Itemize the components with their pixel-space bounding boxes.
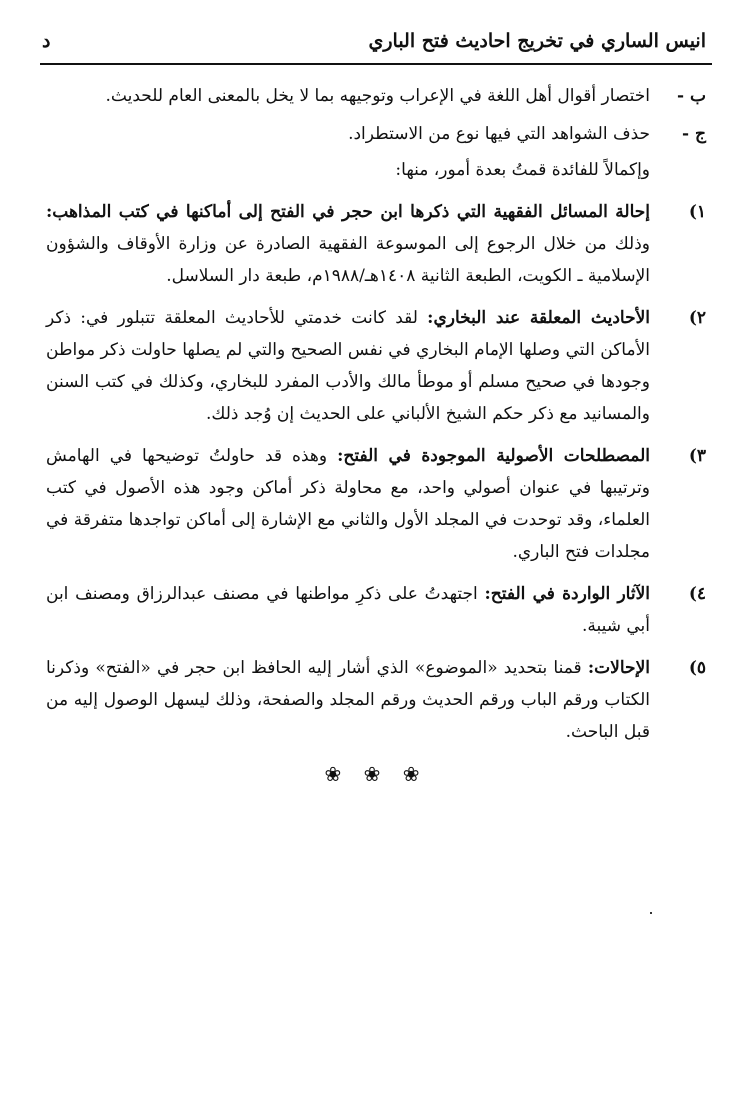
stray-dot xyxy=(650,912,652,914)
item-text: وهذه قد حاولتُ توضيحها في الهامش وترتيبها في عنوان أصولي واحد، مع محاولة ذكر أماكن وجود هذه الأصول في كتب العلماء، وقد توحدت في المجلد الأول والثاني مع الإشارة إلى أماكن تواجدها متفرقة في مجلدات فتح الباري. xyxy=(46,446,650,562)
completion-text: وإكمالاً للفائدة قمتُ بعدة أمور، منها: xyxy=(395,160,650,180)
running-header xyxy=(42,30,706,60)
page-number: د xyxy=(42,30,51,52)
item-number: ٣) xyxy=(688,446,706,466)
item-title: الإحالات: xyxy=(587,658,650,678)
item-text: قمنا بتحديد «الموضوع» الذي أشار إليه الحافظ ابن حجر في «الفتح» وذكرنا الكتاب ورقم الباب ورقم الحديث ورقم المجلد والصفحة، وذلك ليسهل الوصول إليه من قبل الباحث. xyxy=(46,658,650,742)
numbered-item xyxy=(46,196,706,292)
item-title: الأحاديث المعلقة عند البخاري: xyxy=(427,308,650,328)
intro-item xyxy=(46,80,706,112)
intro-item-text: حذف الشواهد التي فيها نوع من الاستطراد. xyxy=(348,124,650,144)
intro-item-marker: ب - xyxy=(677,86,706,106)
item-text: لقد كانت خدمتي للأحاديث المعلقة تتبلور في: ذكر الأماكن التي وصلها الإمام البخاري في نفس الصحيح والتي لم يصلها حاولت ذكر مواطن وجودها في صحيح مسلم أو موطأ مالك والأدب المفرد للبخاري، وكذلك في كتب السنن والمسانيد مع ذكر حكم الشيخ الألباني على الحديث إن وُجد ذلك. xyxy=(46,308,650,424)
item-number: ٥) xyxy=(688,658,706,678)
running-header-title: انيس الساري في تخريج احاديث فتح الباري xyxy=(368,30,706,52)
page-body xyxy=(46,80,706,790)
item-number: ١) xyxy=(688,202,706,222)
intro-item-marker: ج - xyxy=(682,124,706,144)
numbered-item xyxy=(46,302,706,430)
item-number: ٤) xyxy=(688,584,706,604)
completion-paragraph xyxy=(46,154,706,186)
numbered-item xyxy=(46,578,706,642)
header-divider xyxy=(40,63,712,65)
item-number: ٢) xyxy=(688,308,706,328)
intro-item-text: اختصار أقوال أهل اللغة في الإعراب وتوجيهه بما لا يخل بالمعنى العام للحديث. xyxy=(105,86,650,106)
item-title: الآثار الواردة في الفتح: xyxy=(484,584,650,604)
item-title: إحالة المسائل الفقهية التي ذكرها ابن حجر في الفتح إلى أماكنها في كتب المذاهب: xyxy=(46,202,650,222)
section-end-ornament: ❀ ❀ ❀ xyxy=(324,762,428,786)
numbered-item xyxy=(46,440,706,568)
item-text: اجتهدتُ على ذكرِ مواطنها في مصنف عبدالرزاق ومصنف ابن أبي شيبة. xyxy=(46,584,650,636)
item-title: المصطلحات الأصولية الموجودة في الفتح: xyxy=(337,446,651,466)
numbered-item xyxy=(46,652,706,748)
item-text: وذلك من خلال الرجوع إلى الموسوعة الفقهية الصادرة عن وزارة الأوقاف والشؤون الإسلامية ـ الكويت، الطبعة الثانية ١٤٠٨هـ/١٩٨٨م، طبعة دار السلاسل. xyxy=(46,234,650,286)
intro-item xyxy=(46,118,706,150)
